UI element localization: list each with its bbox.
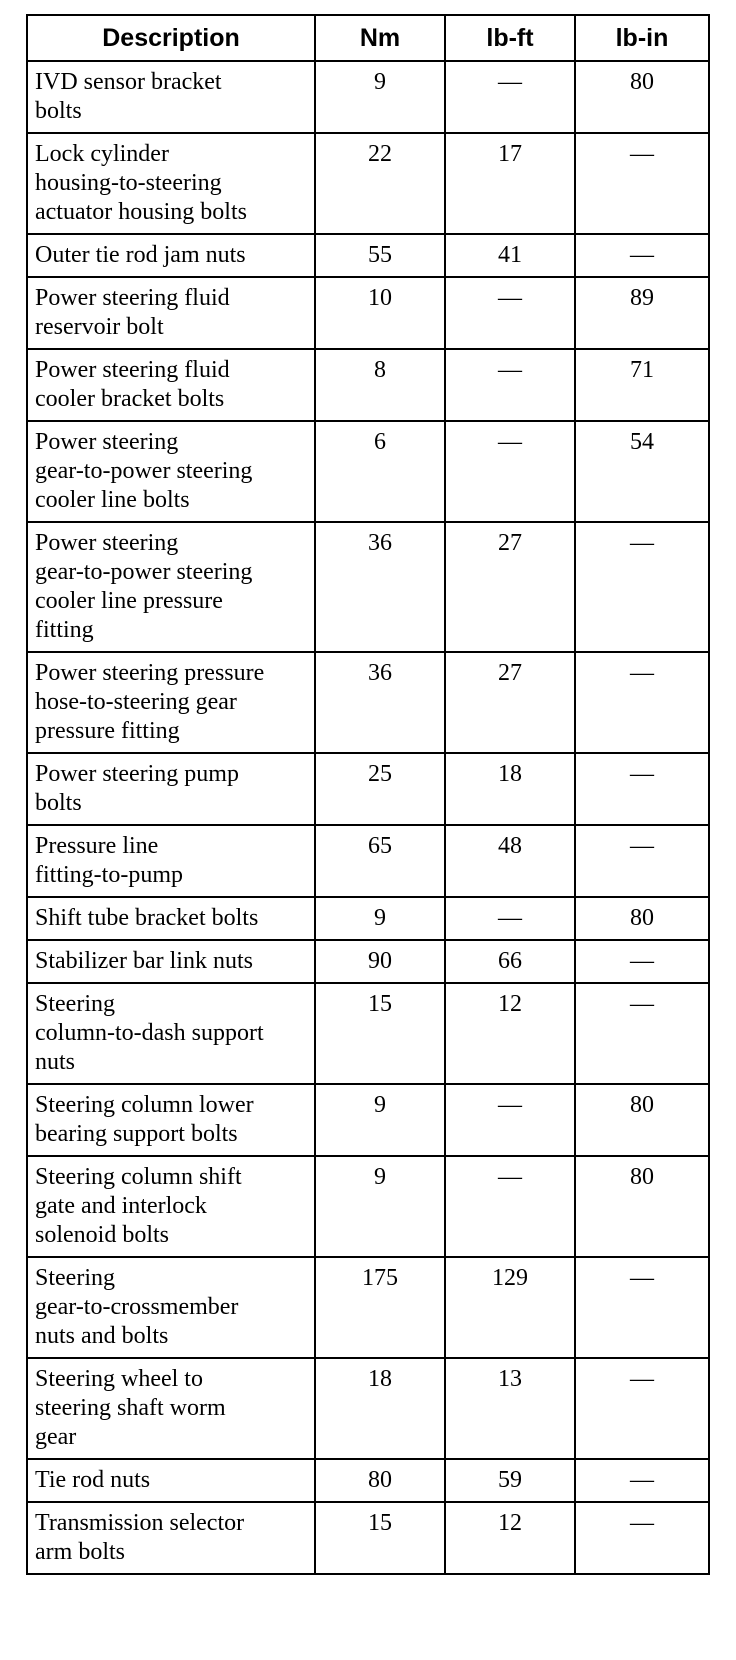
cell-lbft: 41 — [445, 234, 575, 277]
cell-lbin: 71 — [575, 349, 709, 421]
cell-lbft: 12 — [445, 983, 575, 1084]
cell-lbft: 27 — [445, 522, 575, 652]
cell-nm: 65 — [315, 825, 445, 897]
cell-nm: 175 — [315, 1257, 445, 1358]
cell-lbft: — — [445, 1084, 575, 1156]
cell-lbft: — — [445, 421, 575, 522]
cell-lbin: — — [575, 753, 709, 825]
cell-nm: 8 — [315, 349, 445, 421]
cell-description: Lock cylinder housing-to-steering actuator housing bolts — [27, 133, 315, 234]
table-header-row — [27, 15, 709, 61]
cell-nm: 9 — [315, 1084, 445, 1156]
table-row — [27, 1156, 709, 1257]
cell-description: Pressure line fitting-to-pump — [27, 825, 315, 897]
cell-lbft: 13 — [445, 1358, 575, 1459]
table-body — [27, 61, 709, 1574]
table-row — [27, 61, 709, 133]
cell-lbin: — — [575, 1459, 709, 1502]
cell-description: Power steering pump bolts — [27, 753, 315, 825]
cell-nm: 9 — [315, 1156, 445, 1257]
table-row — [27, 234, 709, 277]
cell-nm: 18 — [315, 1358, 445, 1459]
cell-lbin: 80 — [575, 61, 709, 133]
cell-nm: 9 — [315, 61, 445, 133]
cell-lbin: 80 — [575, 897, 709, 940]
cell-lbin: 54 — [575, 421, 709, 522]
cell-lbft: — — [445, 349, 575, 421]
cell-description: Steering column lower bearing support bolts — [27, 1084, 315, 1156]
cell-lbft: 27 — [445, 652, 575, 753]
cell-nm: 90 — [315, 940, 445, 983]
cell-description: IVD sensor bracket bolts — [27, 61, 315, 133]
header-lbin: lb-in — [575, 15, 709, 61]
cell-lbin: — — [575, 983, 709, 1084]
cell-lbft: 48 — [445, 825, 575, 897]
torque-specifications-table — [26, 14, 710, 1575]
cell-lbin: 80 — [575, 1156, 709, 1257]
table-row — [27, 421, 709, 522]
cell-description: Steering column-to-dash support nuts — [27, 983, 315, 1084]
cell-lbin: — — [575, 940, 709, 983]
cell-nm: 25 — [315, 753, 445, 825]
table-row — [27, 1257, 709, 1358]
cell-lbft: 59 — [445, 1459, 575, 1502]
cell-lbin: — — [575, 1358, 709, 1459]
cell-nm: 55 — [315, 234, 445, 277]
table-row — [27, 1459, 709, 1502]
table-row — [27, 1502, 709, 1574]
cell-nm: 10 — [315, 277, 445, 349]
cell-lbft: — — [445, 1156, 575, 1257]
header-nm: Nm — [315, 15, 445, 61]
cell-lbft: 18 — [445, 753, 575, 825]
table-row — [27, 652, 709, 753]
cell-description: Power steering gear-to-power steering cooler line bolts — [27, 421, 315, 522]
cell-lbft: — — [445, 277, 575, 349]
cell-description: Stabilizer bar link nuts — [27, 940, 315, 983]
cell-description: Outer tie rod jam nuts — [27, 234, 315, 277]
cell-lbin: — — [575, 825, 709, 897]
cell-description: Power steering fluid reservoir bolt — [27, 277, 315, 349]
table-row — [27, 1358, 709, 1459]
table-row — [27, 983, 709, 1084]
cell-lbin: — — [575, 234, 709, 277]
cell-description: Tie rod nuts — [27, 1459, 315, 1502]
table-row — [27, 522, 709, 652]
cell-lbft: 66 — [445, 940, 575, 983]
cell-lbin: — — [575, 522, 709, 652]
cell-description: Steering gear-to-crossmember nuts and bolts — [27, 1257, 315, 1358]
cell-nm: 6 — [315, 421, 445, 522]
cell-description: Steering column shift gate and interlock solenoid bolts — [27, 1156, 315, 1257]
cell-description: Transmission selector arm bolts — [27, 1502, 315, 1574]
cell-lbin: 89 — [575, 277, 709, 349]
table-row — [27, 897, 709, 940]
cell-description: Steering wheel to steering shaft worm gear — [27, 1358, 315, 1459]
cell-description: Power steering pressure hose-to-steering gear pressure fitting — [27, 652, 315, 753]
table-row — [27, 349, 709, 421]
table-row — [27, 1084, 709, 1156]
cell-nm: 9 — [315, 897, 445, 940]
cell-description: Power steering gear-to-power steering cooler line pressure fitting — [27, 522, 315, 652]
cell-nm: 15 — [315, 1502, 445, 1574]
cell-description: Shift tube bracket bolts — [27, 897, 315, 940]
cell-lbin: 80 — [575, 1084, 709, 1156]
cell-nm: 36 — [315, 522, 445, 652]
table-row — [27, 133, 709, 234]
cell-lbft: 12 — [445, 1502, 575, 1574]
cell-nm: 22 — [315, 133, 445, 234]
table-row — [27, 277, 709, 349]
cell-lbin: — — [575, 652, 709, 753]
cell-nm: 36 — [315, 652, 445, 753]
cell-nm: 15 — [315, 983, 445, 1084]
table-row — [27, 825, 709, 897]
cell-nm: 80 — [315, 1459, 445, 1502]
cell-lbin: — — [575, 133, 709, 234]
cell-lbin: — — [575, 1257, 709, 1358]
cell-lbft: 129 — [445, 1257, 575, 1358]
cell-description: Power steering fluid cooler bracket bolts — [27, 349, 315, 421]
cell-lbft: — — [445, 897, 575, 940]
header-description: Description — [27, 15, 315, 61]
cell-lbft: — — [445, 61, 575, 133]
table-row — [27, 940, 709, 983]
cell-lbft: 17 — [445, 133, 575, 234]
cell-lbin: — — [575, 1502, 709, 1574]
header-lbft: lb-ft — [445, 15, 575, 61]
table-row — [27, 753, 709, 825]
